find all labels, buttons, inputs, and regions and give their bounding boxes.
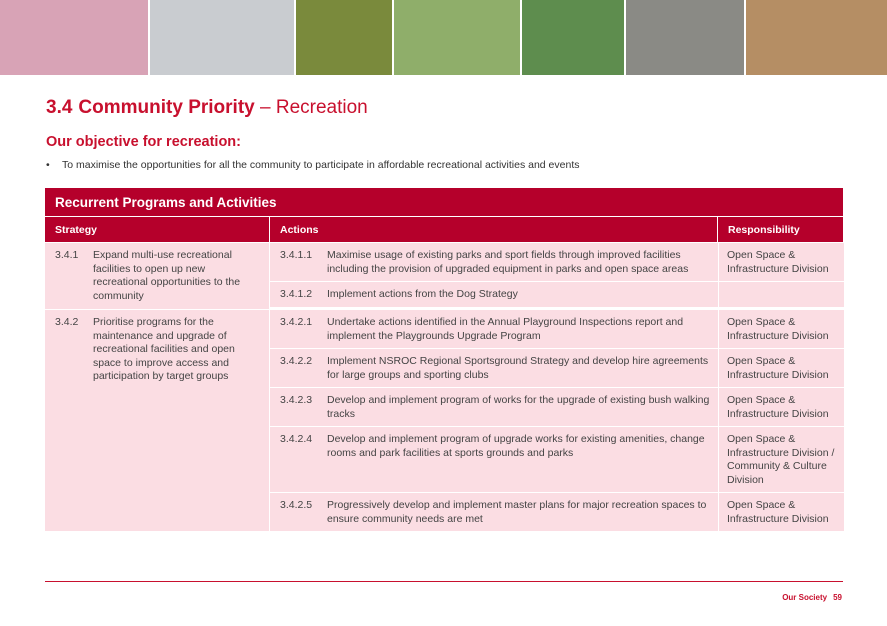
ev-charging-photo (150, 0, 294, 75)
action-row (270, 426, 844, 492)
responsibility-cell: Open Space & Infrastructure Division (718, 493, 844, 531)
action-text: Progressively develop and implement master plans for major recreation spaces to ensure community needs are met (327, 499, 707, 525)
action-cell (270, 388, 718, 426)
responsibility-cell: Open Space & Infrastructure Division / Community & Culture Division (718, 427, 844, 492)
action-row (270, 492, 844, 531)
action-text: Develop and implement program of works for the upgrade of existing bush walking tracks (327, 394, 710, 420)
header-actions: Actions (269, 217, 717, 242)
action-row (270, 310, 844, 348)
strategy-text: Prioritise programs for the maintenance and upgrade of recreational facilities and open space to improve access and participation by target groups (93, 316, 235, 382)
objective-text: To maximise the opportunities for all the community to participate in affordable recreational activities and events (62, 159, 580, 171)
action-number: 3.4.2.4 (280, 433, 313, 445)
action-number: 3.4.2.3 (280, 394, 313, 406)
action-row (270, 348, 844, 387)
modern-building-photo (746, 0, 887, 75)
action-text: Implement NSROC Regional Sportsground Strategy and develop hire agreements for large groups and sporting clubs (327, 355, 709, 381)
children-playing-photo (0, 0, 148, 75)
header-responsibility: Responsibility (717, 217, 843, 242)
action-number: 3.4.2.1 (280, 316, 313, 328)
action-number: 3.4.2.5 (280, 499, 313, 511)
strategy-number: 3.4.2 (55, 316, 79, 328)
banner-photo-strip (0, 0, 887, 75)
responsibility-cell: Open Space & Infrastructure Division (718, 388, 844, 426)
footer-section: Our Society (782, 593, 828, 602)
header-strategy: Strategy (55, 224, 98, 236)
objective-bullet (46, 159, 580, 171)
bullet-icon: • (46, 159, 50, 171)
table-title: Recurrent Programs and Activities (45, 188, 843, 216)
action-cell (270, 427, 718, 492)
responsibility-cell: Open Space & Infrastructure Division (718, 310, 844, 348)
strategy-cell (45, 310, 269, 531)
heading-priority: Community Priority (78, 97, 255, 118)
heading-topic: – Recreation (254, 97, 368, 118)
street-walking-photo (626, 0, 744, 75)
action-number: 3.4.1.2 (280, 288, 313, 300)
action-cell (270, 349, 718, 387)
page-footer (782, 593, 842, 602)
responsibility-cell (718, 282, 844, 307)
strategy-cell (45, 243, 269, 309)
playground-photo (394, 0, 520, 75)
action-row (270, 281, 844, 307)
action-row (270, 387, 844, 426)
responsibility-cell: Open Space & Infrastructure Division (718, 349, 844, 387)
strategy-number: 3.4.1 (55, 249, 79, 261)
action-cell (270, 310, 718, 348)
action-number: 3.4.2.2 (280, 355, 313, 367)
action-cell (270, 493, 718, 531)
kids-gardening-photo (522, 0, 624, 75)
action-cell (270, 282, 718, 307)
strategy-group (45, 309, 843, 531)
footer-divider (45, 581, 843, 582)
programs-table (45, 188, 843, 531)
action-row (270, 243, 844, 281)
actions-column (269, 310, 844, 531)
responsibility-cell: Open Space & Infrastructure Division (718, 243, 844, 281)
action-text: Develop and implement program of upgrade works for existing amenities, change rooms and park facilities at sports grounds and parks (327, 433, 705, 459)
section-number: 3.4 (46, 97, 73, 118)
strategy-text: Expand multi-use recreational facilities to open up new recreational opportunities to the community (93, 249, 241, 302)
table-body (45, 242, 843, 531)
frog-photo (296, 0, 392, 75)
actions-column (269, 243, 844, 309)
action-text: Undertake actions identified in the Annual Playground Inspections report and implement the Playgrounds Upgrade Program (327, 316, 684, 342)
table-header-row (45, 216, 843, 242)
action-text: Maximise usage of existing parks and sport fields through improved facilities including the provision of upgraded equipment in parks and open space areas (327, 249, 689, 275)
action-number: 3.4.1.1 (280, 249, 313, 261)
page-number: 59 (833, 593, 842, 602)
objective-title: Our objective for recreation: (46, 134, 241, 150)
action-cell (270, 243, 718, 281)
page-heading (46, 97, 368, 119)
action-text: Implement actions from the Dog Strategy (327, 288, 518, 300)
strategy-group (45, 242, 843, 309)
